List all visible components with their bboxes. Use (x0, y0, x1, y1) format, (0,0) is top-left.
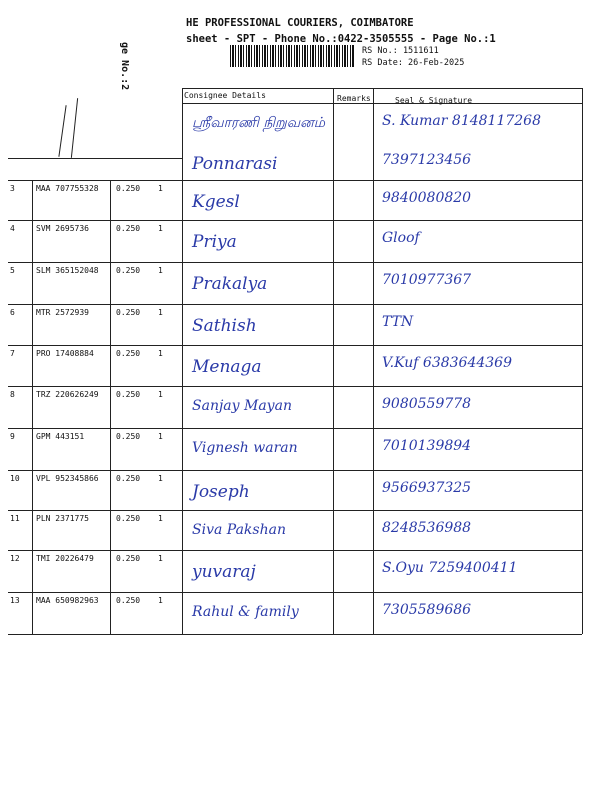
awb-number: PRO 17408884 (36, 349, 94, 358)
pieces: 1 (158, 554, 163, 563)
consignee-signature: ஸ்ரீவாரணி நிறுவனம் (192, 115, 325, 131)
awb-number: MAA 707755328 (36, 184, 99, 193)
pieces: 1 (158, 224, 163, 233)
row-border (8, 158, 182, 159)
row-number: 12 (10, 554, 20, 563)
row-border (8, 220, 582, 221)
pieces: 1 (158, 514, 163, 523)
row-number: 9 (10, 432, 15, 441)
sheet-info: sheet - SPT - Phone No.:0422-3505555 - Page No.:1 (186, 33, 496, 45)
row-border (8, 304, 582, 305)
pen-mark (71, 98, 78, 158)
weight: 0.250 (116, 224, 141, 233)
consignee-signature: Vignesh waran (192, 440, 298, 456)
row-border (8, 262, 582, 263)
seal-signature: TTN (382, 314, 414, 330)
row-border (8, 180, 582, 181)
pen-mark (58, 105, 66, 157)
column-border (582, 88, 583, 634)
header-bottom-border (182, 103, 582, 104)
row-number: 11 (10, 514, 20, 523)
row-number: 4 (10, 224, 15, 233)
row-number: 10 (10, 474, 20, 483)
row-border (8, 550, 582, 551)
seal-signature: 9080559778 (382, 396, 472, 412)
awb-number: MAA 650982963 (36, 596, 99, 605)
column-border (32, 180, 33, 634)
awb-number: MTR 2572939 (36, 308, 89, 317)
consignee-signature: Ponnarasi (192, 154, 278, 174)
consignee-signature: Sathish (192, 316, 257, 336)
pieces: 1 (158, 308, 163, 317)
consignee-signature: Prakalya (192, 274, 268, 294)
row-border (8, 510, 582, 511)
seal-signature: 7397123456 (382, 152, 472, 168)
row-number: 6 (10, 308, 15, 317)
seal-signature: 7010139894 (382, 438, 472, 454)
row-number: 5 (10, 266, 15, 275)
awb-number: SVM 2695736 (36, 224, 89, 233)
awb-number: TRZ 220626249 (36, 390, 99, 399)
row-border (8, 345, 582, 346)
seal-signature: 7305589686 (382, 602, 472, 618)
rs-date: RS Date: 26-Feb-2025 (362, 58, 465, 68)
weight: 0.250 (116, 432, 141, 441)
seal-header: Seal & Signature (395, 96, 473, 105)
company-title: HE PROFESSIONAL COURIERS, COIMBATORE (186, 17, 414, 29)
row-number: 3 (10, 184, 15, 193)
consignee-signature: Siva Pakshan (192, 522, 286, 538)
column-border (182, 88, 183, 634)
seal-signature: S.Oyu 7259400411 (382, 560, 518, 576)
awb-number: TMI 20226479 (36, 554, 94, 563)
pieces: 1 (158, 596, 163, 605)
side-page-number: ge No.:2 (119, 42, 130, 91)
consignee-signature: Sanjay Mayan (192, 398, 292, 414)
weight: 0.250 (116, 596, 141, 605)
row-border (8, 592, 582, 593)
row-border (8, 634, 582, 635)
consignee-signature: Joseph (192, 482, 250, 502)
table-top-border (182, 88, 582, 89)
weight: 0.250 (116, 308, 141, 317)
awb-number: PLN 2371775 (36, 514, 89, 523)
pieces: 1 (158, 474, 163, 483)
pieces: 1 (158, 390, 163, 399)
consignee-signature: Kgesl (192, 192, 240, 212)
pieces: 1 (158, 184, 163, 193)
row-border (8, 386, 582, 387)
pieces: 1 (158, 266, 163, 275)
weight: 0.250 (116, 266, 141, 275)
weight: 0.250 (116, 554, 141, 563)
column-border (333, 88, 334, 634)
row-border (8, 470, 582, 471)
rs-number: RS No.: 1511611 (362, 46, 439, 56)
row-number: 13 (10, 596, 20, 605)
awb-number: VPL 952345866 (36, 474, 99, 483)
pieces: 1 (158, 432, 163, 441)
weight: 0.250 (116, 390, 141, 399)
consignee-header: Consignee Details (184, 91, 266, 100)
barcode-image (230, 45, 355, 67)
row-number: 8 (10, 390, 15, 399)
awb-number: GPM 443151 (36, 432, 85, 441)
seal-signature: S. Kumar 8148117268 (382, 113, 541, 129)
consignee-signature: Rahul & family (192, 604, 299, 620)
consignee-signature: Menaga (192, 357, 262, 377)
weight: 0.250 (116, 349, 141, 358)
seal-signature: 9840080820 (382, 190, 472, 206)
seal-signature: 7010977367 (382, 272, 472, 288)
column-border (373, 88, 374, 634)
awb-number: SLM 365152048 (36, 266, 99, 275)
consignee-signature: Priya (192, 232, 237, 252)
weight: 0.250 (116, 184, 141, 193)
row-number: 7 (10, 349, 15, 358)
seal-signature: 8248536988 (382, 520, 472, 536)
seal-signature: Gloof (382, 230, 420, 246)
row-border (8, 428, 582, 429)
remarks-header: Remarks (337, 94, 371, 103)
column-border (110, 180, 111, 634)
seal-signature: V.Kuf 6383644369 (382, 355, 512, 371)
pieces: 1 (158, 349, 163, 358)
weight: 0.250 (116, 514, 141, 523)
weight: 0.250 (116, 474, 141, 483)
consignee-signature: yuvaraj (192, 562, 256, 582)
seal-signature: 9566937325 (382, 480, 472, 496)
